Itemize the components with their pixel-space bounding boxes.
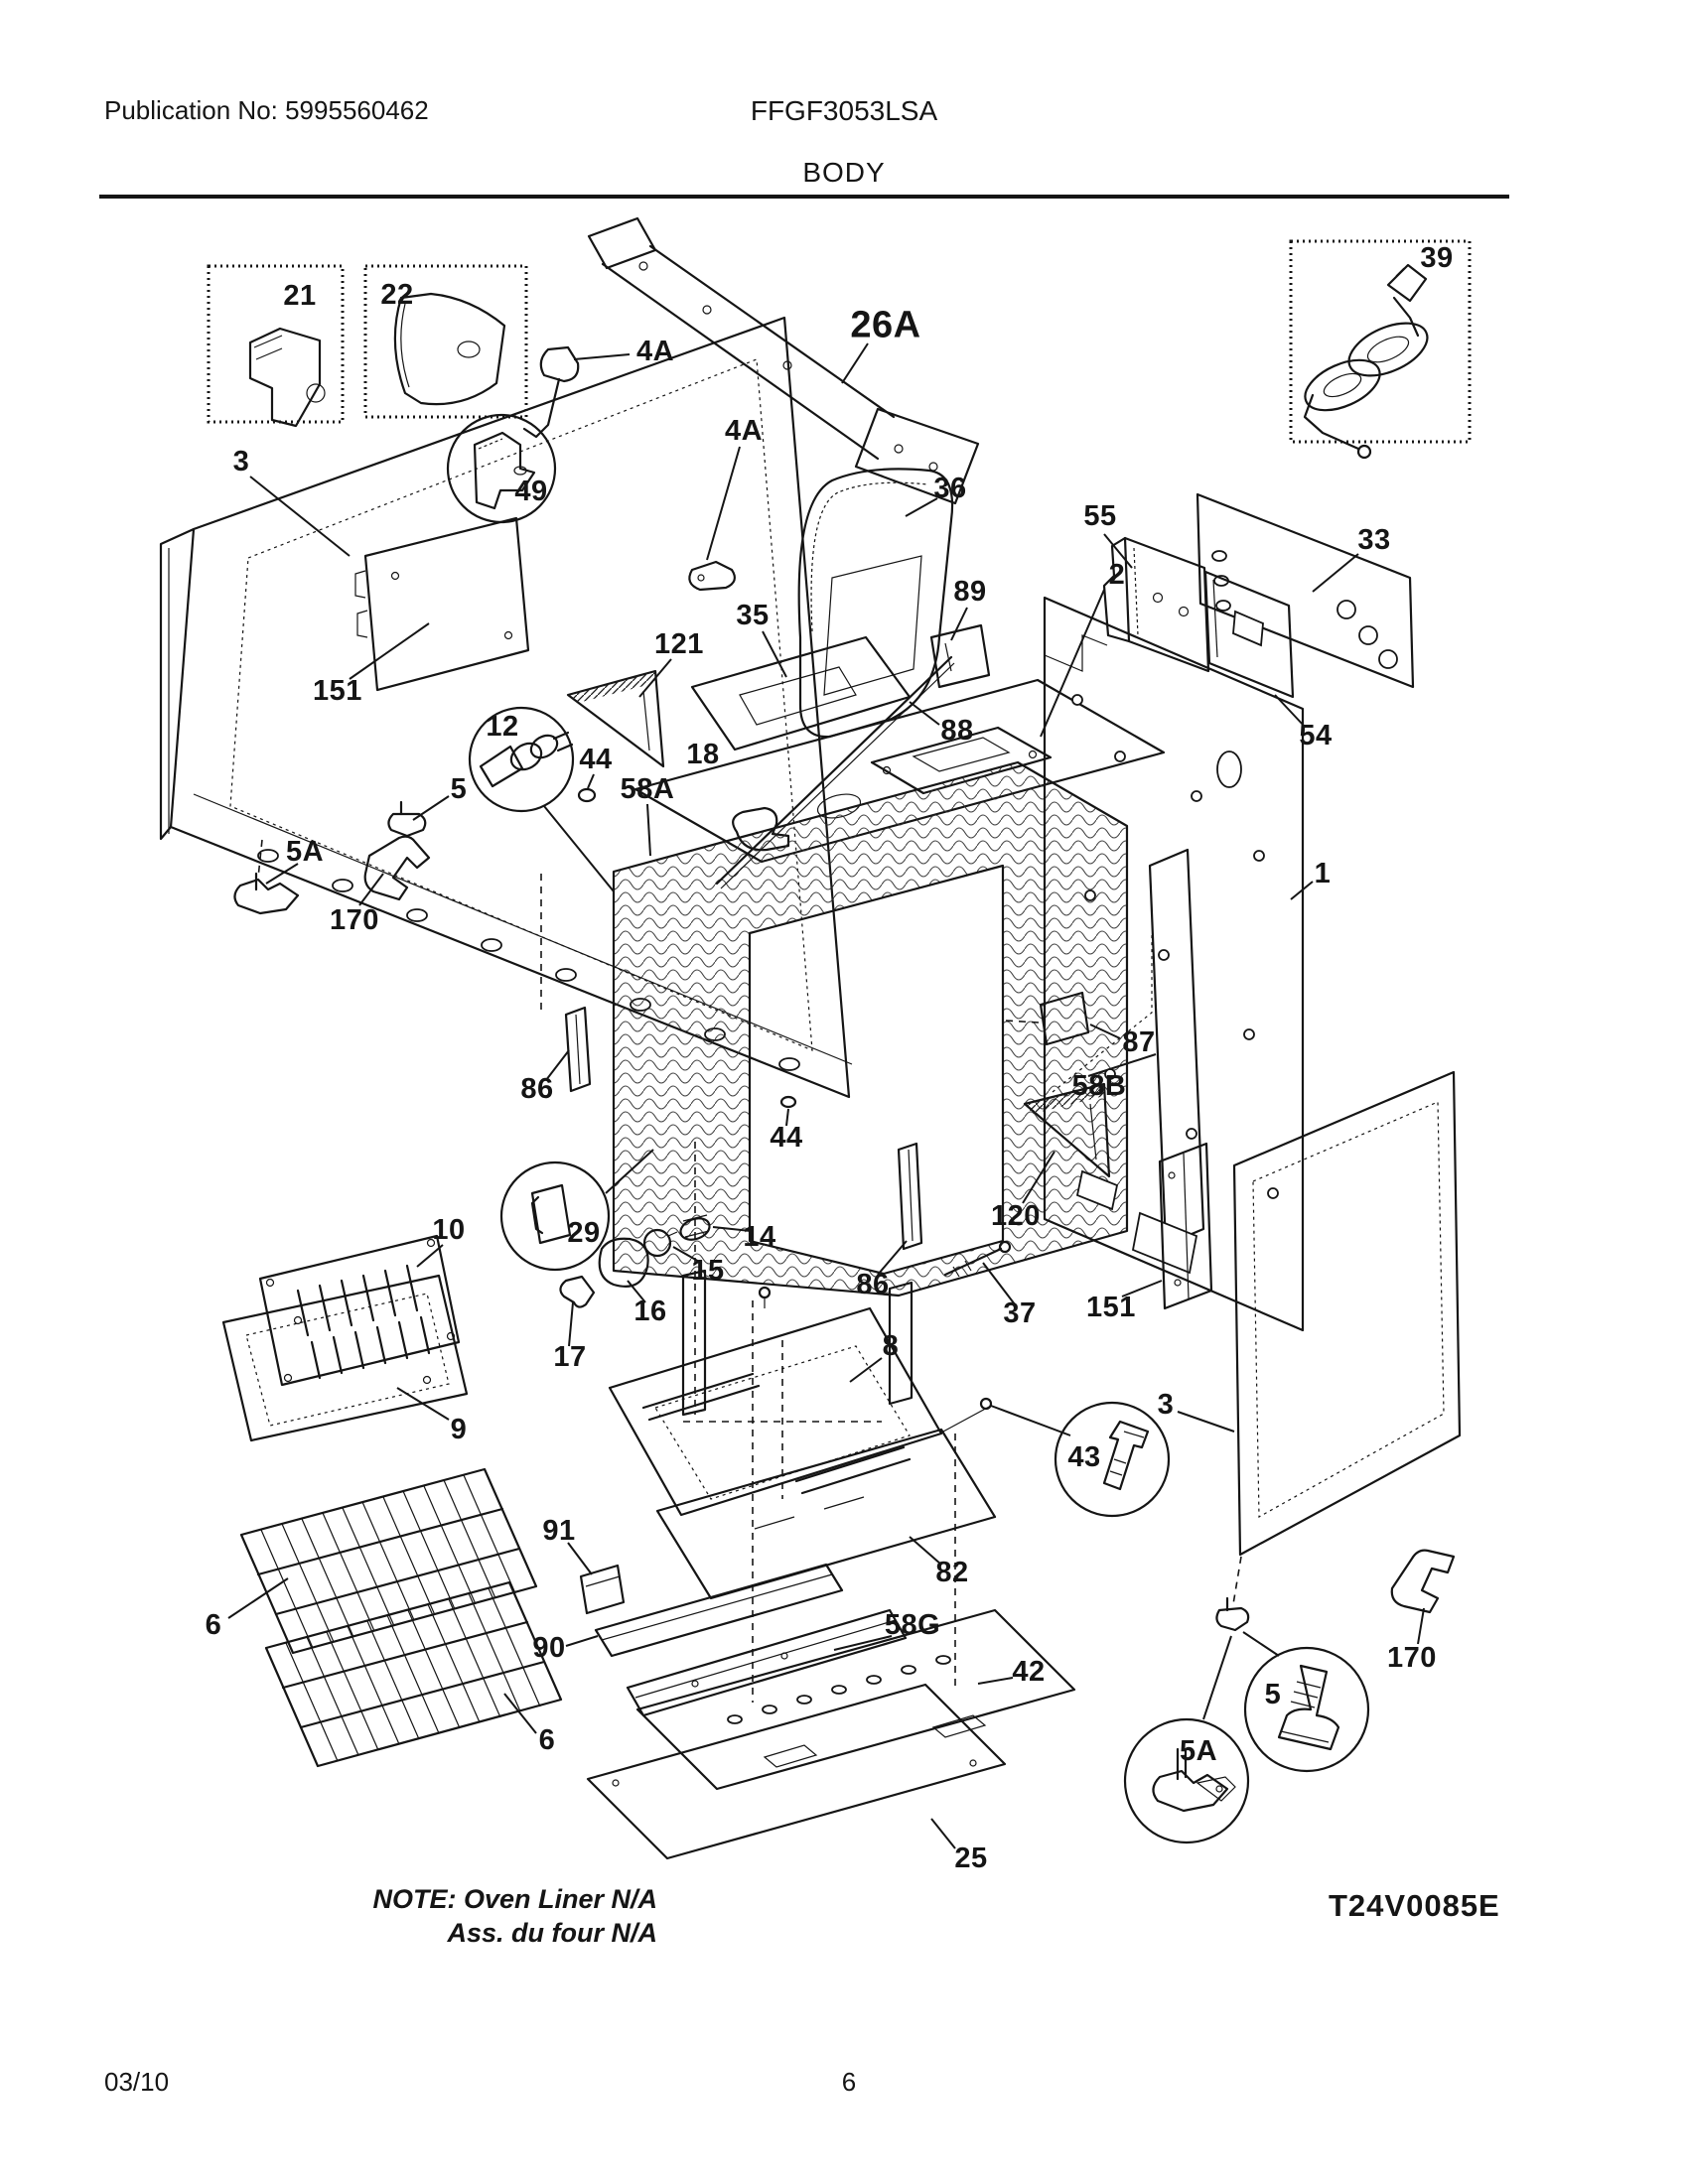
part-callout: 44 [770,1121,803,1154]
oven-liner-note [328,1882,657,1950]
part-callout: 42 [1012,1655,1046,1688]
clip-4A-lower [689,447,740,590]
part-callout: 35 [736,599,770,631]
part-callout: 29 [567,1216,601,1249]
part-callout: 54 [1299,719,1333,751]
part-callout: 55 [1083,499,1117,532]
deflector-36 [799,469,952,737]
rail-90 [566,1565,842,1656]
part-callout: 14 [743,1220,776,1253]
part-callout: 16 [633,1295,667,1327]
detail-box-21 [209,266,343,426]
part-callout: 86 [520,1072,554,1105]
part-callout: 21 [283,279,317,312]
part-callout: 87 [1122,1025,1156,1058]
bracket-170-right [1392,1551,1454,1644]
part-callout: 26A [850,304,921,346]
part-callout: 58B [1071,1069,1127,1102]
part-callout: 25 [954,1842,988,1874]
part-callout: 120 [991,1199,1041,1232]
part-callout: 3 [232,445,250,478]
part-callout: 5A [1179,1734,1218,1767]
detail-circle-5-right [1245,1648,1368,1771]
part-callout: 12 [486,710,519,743]
part-callout: 36 [933,472,967,504]
part-callout: 44 [579,743,613,775]
publication-number: Publication No: 5995560462 [104,95,429,125]
part-callout: 58A [620,772,675,805]
part-callout: 4A [724,414,764,447]
bottom-panel-42 [637,1610,1074,1789]
diagram-code: T24V0085E [1329,1888,1500,1923]
part-callout: 39 [1420,241,1454,274]
part-callout: 4A [635,335,675,367]
part-callout: 6 [538,1723,556,1756]
part-callout: 82 [935,1556,969,1588]
part-callout: 86 [856,1268,890,1300]
note-line-2: Ass. du four N/A [447,1918,657,1948]
part-callout: 170 [1387,1641,1437,1674]
bracket-panel-55 [1104,534,1208,671]
part-callout: 5A [285,835,325,868]
part-callout: 3 [1157,1388,1175,1421]
part-callout: 89 [953,575,987,608]
part-callout: 43 [1067,1440,1101,1473]
part-callout: 37 [1003,1297,1037,1329]
part-callout: 2 [1108,558,1126,591]
part-callout: 151 [313,674,362,707]
part-callout: 9 [450,1413,468,1445]
detail-circle-43 [943,1403,1169,1516]
revision-date: 03/10 [104,2067,170,2097]
part-callout: 18 [686,738,720,770]
part-callout: 121 [654,627,704,660]
part-callout: 15 [691,1254,725,1287]
vent-panel-10 [260,1236,459,1385]
part-callout: 8 [882,1329,900,1362]
part-callout: 5 [450,772,468,805]
page-number: 6 [841,2067,857,2097]
part-callout: 91 [542,1514,576,1547]
bracket-86-center [878,1144,921,1275]
part-callout: 1 [1314,857,1332,889]
part-callout: 5 [1264,1678,1282,1710]
oven-rack-upper [228,1469,536,1653]
part-callout: 17 [553,1340,587,1373]
part-callout: 58G [884,1608,941,1641]
bracket-89 [931,608,989,687]
right-side-panel-3 [1178,1072,1460,1719]
note-line-1: NOTE: Oven Liner N/A [372,1884,657,1914]
part-callout: 6 [205,1608,222,1641]
part-callout: 170 [330,903,379,936]
part-callout: 88 [940,714,974,747]
liner-sheet-25 [588,1685,1005,1858]
bracket-91 [568,1543,624,1613]
section-title: BODY [802,157,886,188]
part-callout: 10 [432,1213,466,1246]
part-callout: 33 [1357,523,1391,556]
screw-44-upper [579,774,595,801]
model-number: FFGF3053LSA [750,95,938,126]
part-callout: 90 [532,1631,566,1664]
oven-rack-lower [266,1582,561,1766]
part-callout: 151 [1086,1291,1136,1323]
part-callout: 22 [380,278,414,311]
part-callout: 49 [514,475,548,507]
